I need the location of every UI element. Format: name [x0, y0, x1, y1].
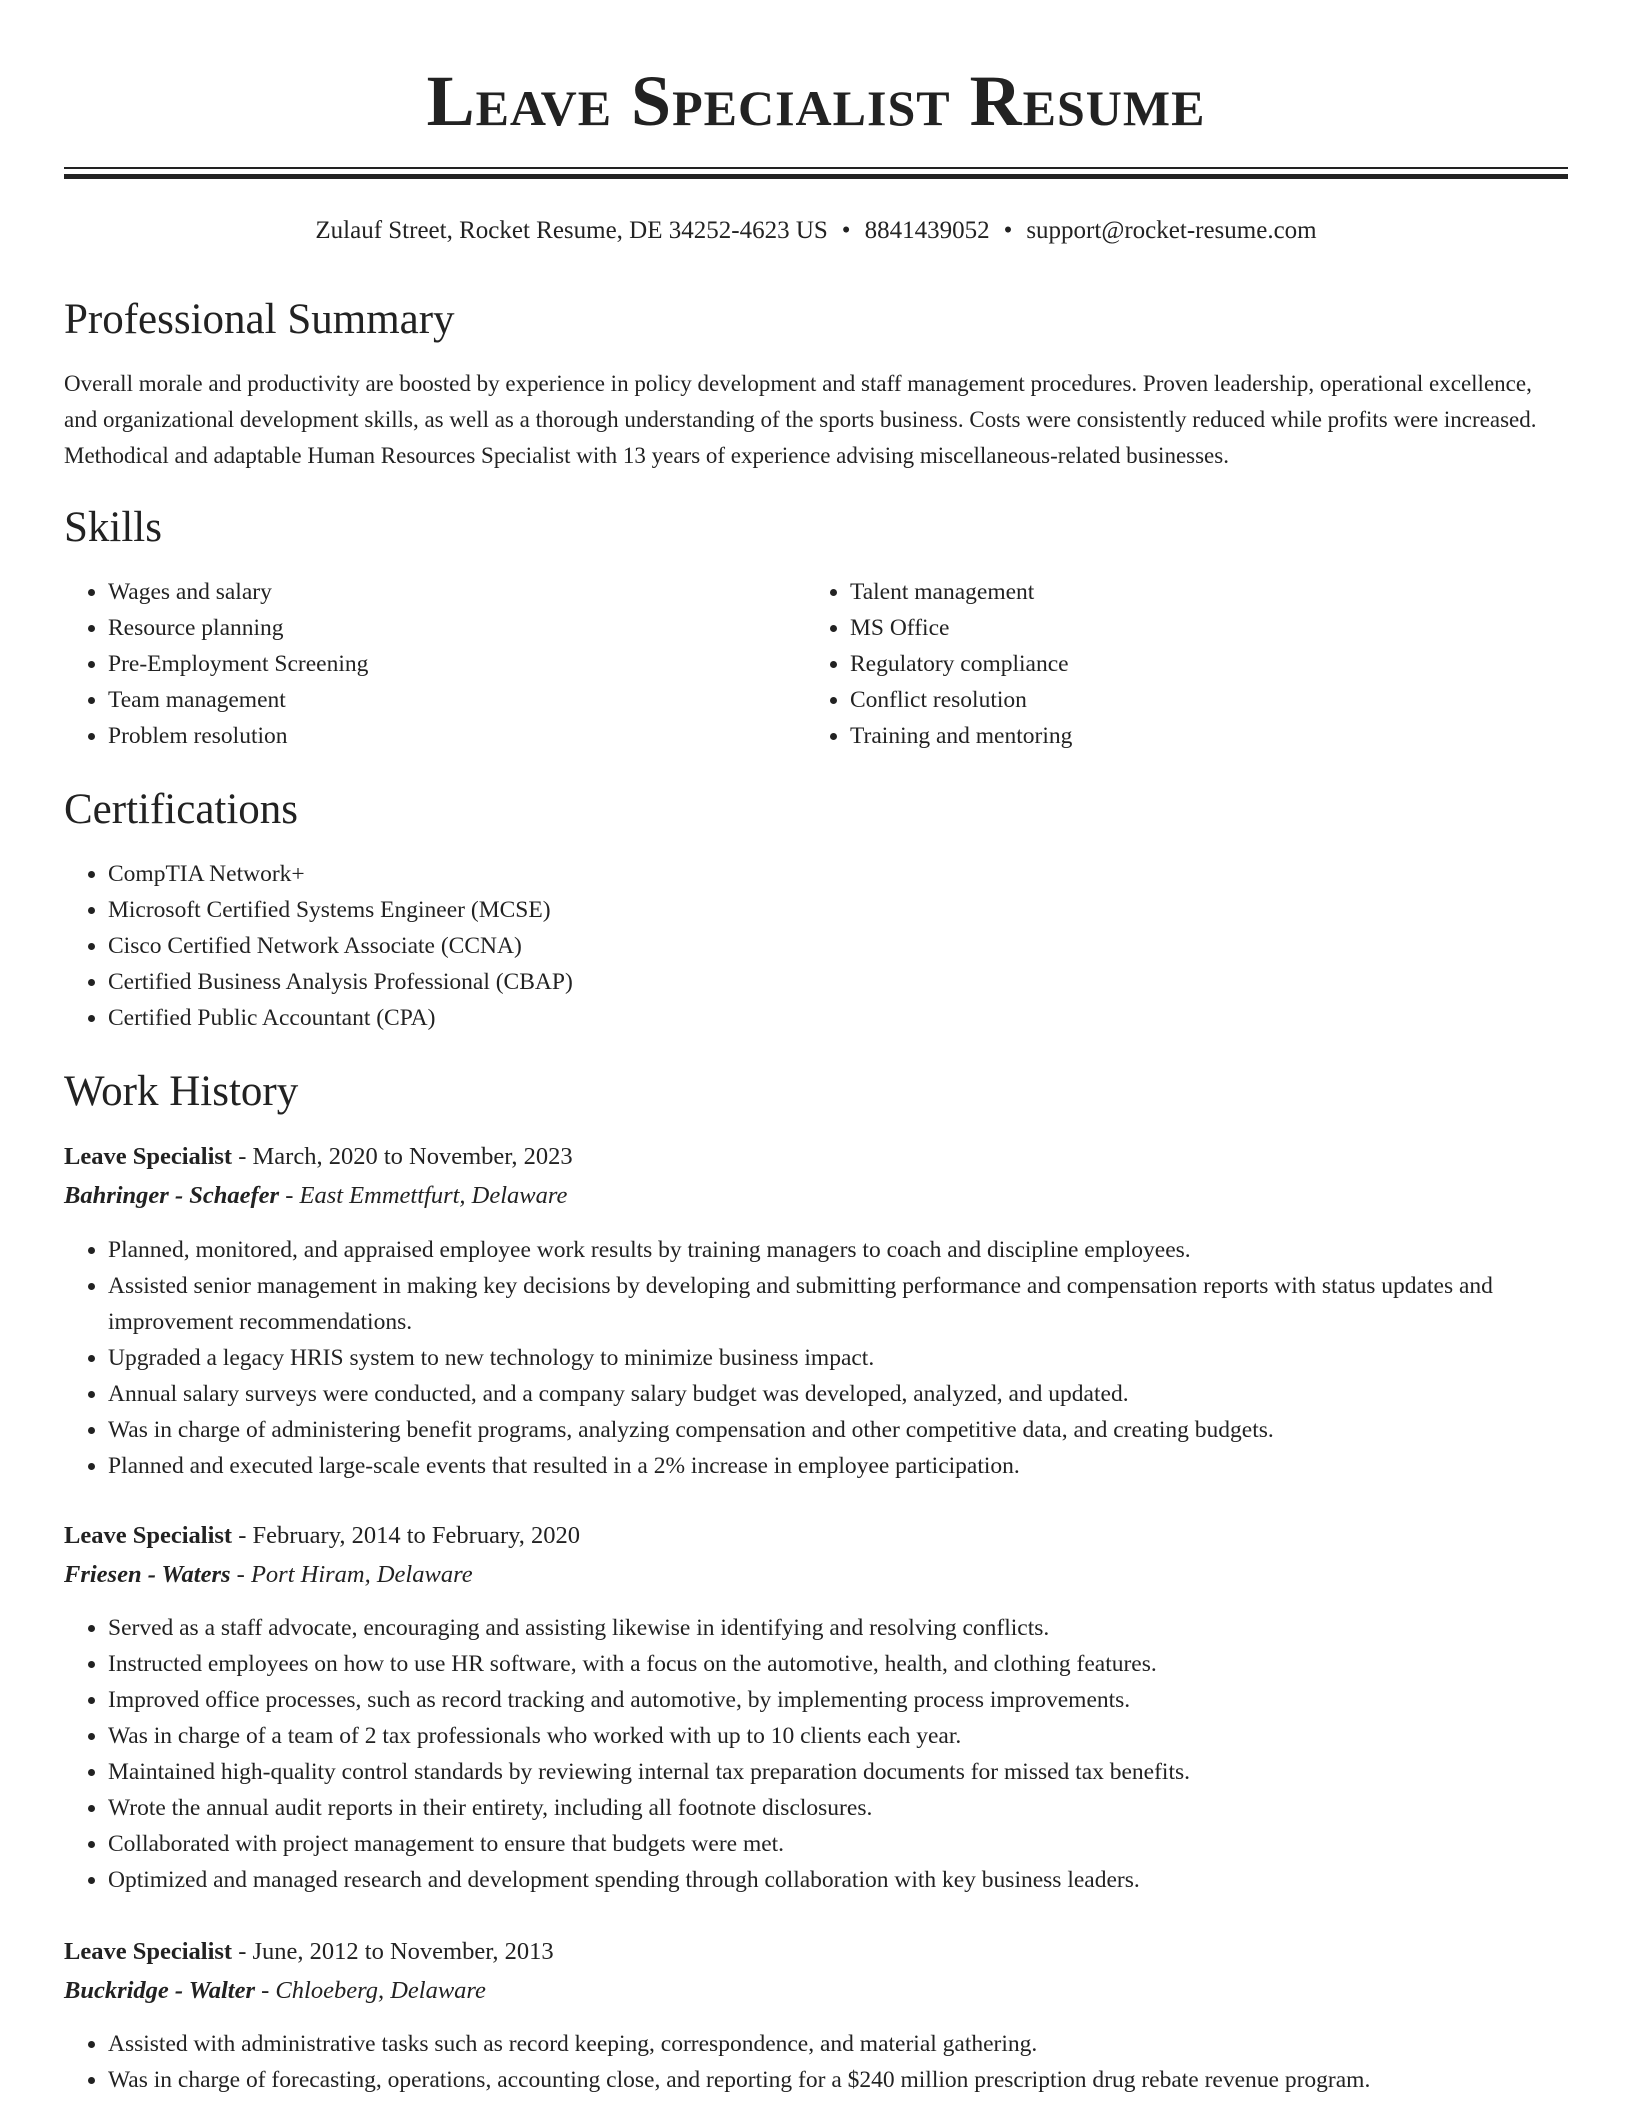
job-company-line: [64, 1974, 486, 2008]
job-title-line: [64, 1140, 573, 1174]
certification-item: • Microsoft Certified Systems Engineer (MCSE): [108, 892, 1568, 928]
job-dates: - March, 2020 to November, 2023: [232, 1143, 573, 1170]
contact-address: Zulauf Street, Rocket Resume, DE 34252-4623 US: [315, 217, 828, 244]
job-bullet: • Was in charge of forecasting, operations, accounting close, and reporting for a $240 million prescription drug rebate revenue program.: [108, 2062, 1568, 2098]
job-bullet: • Was in charge of a team of 2 tax professionals who worked with up to 10 clients each year.: [108, 1718, 1568, 1754]
work-history-heading: Work History: [64, 1068, 299, 1115]
job-bullets: [64, 1610, 1568, 1898]
job-dates: - February, 2014 to February, 2020: [232, 1522, 581, 1549]
skill-item: • MS Office: [850, 610, 1550, 646]
contact-separator: •: [1003, 217, 1013, 244]
contact-phone: 8841439052: [864, 217, 990, 244]
job-location: - Port Hiram, Delaware: [230, 1561, 473, 1588]
job-title: Leave Specialist: [64, 1143, 233, 1170]
contact-email: support@rocket-resume.com: [1026, 217, 1317, 244]
title-rule-thick: [64, 174, 1568, 179]
skill-item: • Resource planning: [108, 610, 808, 646]
skill-item: • Training and mentoring: [850, 718, 1550, 754]
job-bullet: • Assisted with administrative tasks such as record keeping, correspondence, and material gathering.: [108, 2026, 1568, 2062]
certification-item: • CompTIA Network+: [108, 856, 1568, 892]
job-company: Friesen - Waters: [64, 1561, 231, 1588]
job-title: Leave Specialist: [64, 1938, 233, 1965]
job-dates: - June, 2012 to November, 2013: [232, 1938, 554, 1965]
job-bullets: [64, 1232, 1568, 1484]
job-bullet: • Optimized and managed research and development spending through collaboration with key business leaders.: [108, 1862, 1568, 1898]
skills-heading: Skills: [64, 504, 162, 551]
job-bullet: • Assisted senior management in making key decisions by developing and submitting performance and compensation reports with status updates and improvement recommendations.: [108, 1268, 1568, 1340]
contact-separator: •: [841, 217, 851, 244]
contact-line: [64, 214, 1568, 248]
job-company: Buckridge - Walter: [64, 1977, 256, 2004]
job-location: - Chloeberg, Delaware: [255, 1977, 486, 2004]
title-rule-thin: [64, 167, 1568, 169]
skill-item: • Talent management: [850, 574, 1550, 610]
job-bullets: [64, 2026, 1568, 2098]
job-company: Bahringer - Schaefer: [64, 1182, 280, 1209]
job-company-line: [64, 1558, 473, 1592]
job-bullet: • Wrote the annual audit reports in their entirety, including all footnote disclosures.: [108, 1790, 1568, 1826]
certification-item: • Certified Public Accountant (CPA): [108, 1000, 1568, 1036]
job-title: Leave Specialist: [64, 1522, 233, 1549]
skill-item: • Regulatory compliance: [850, 646, 1550, 682]
skill-item: • Team management: [108, 682, 808, 718]
job-bullet: • Instructed employees on how to use HR software, with a focus on the automotive, health, and clothing features.: [108, 1646, 1568, 1682]
skill-item: • Conflict resolution: [850, 682, 1550, 718]
skill-item: • Wages and salary: [108, 574, 808, 610]
summary-heading: Professional Summary: [64, 296, 455, 343]
job-bullet: • Collaborated with project management to ensure that budgets were met.: [108, 1826, 1568, 1862]
job-bullet: • Was in charge of administering benefit programs, analyzing compensation and other competitive data, and creating budgets.: [108, 1412, 1568, 1448]
skill-item: • Pre-Employment Screening: [108, 646, 808, 682]
job-bullet: • Planned and executed large-scale events that resulted in a 2% increase in employee participation.: [108, 1448, 1568, 1484]
certifications-list: [64, 856, 1568, 1036]
job-company-line: [64, 1179, 567, 1213]
job-bullet: • Planned, monitored, and appraised employee work results by training managers to coach and discipline employees.: [108, 1232, 1568, 1268]
resume-title: Leave Specialist Resume: [426, 61, 1206, 141]
certifications-heading: Certifications: [64, 786, 299, 833]
certification-item: • Cisco Certified Network Associate (CCNA): [108, 928, 1568, 964]
skills-list-left: [64, 574, 808, 754]
job-bullet: • Maintained high-quality control standards by reviewing internal tax preparation documents for missed tax benefits.: [108, 1754, 1568, 1790]
job-title-line: [64, 1519, 580, 1553]
certification-item: • Certified Business Analysis Professional (CBAP): [108, 964, 1568, 1000]
skills-list-right: [806, 574, 1550, 754]
job-bullet: • Annual salary surveys were conducted, and a company salary budget was developed, analyzed, and updated.: [108, 1376, 1568, 1412]
skill-item: • Problem resolution: [108, 718, 808, 754]
job-location: - East Emmettfurt, Delaware: [279, 1182, 568, 1209]
summary-text: Overall morale and productivity are boosted by experience in policy development and staff management procedures. Proven leadership, operational excellence, and organizational development skills, as well as a thorough understanding of the sports business. Costs were consistently reduced while profits were increased. Methodical and adaptable Human Resources Specialist with 13 years of experience advising miscellaneous-related businesses.: [64, 371, 1537, 468]
job-bullet: • Improved office processes, such as record tracking and automotive, by implementing process improvements.: [108, 1682, 1568, 1718]
job-bullet: • Upgraded a legacy HRIS system to new technology to minimize business impact.: [108, 1340, 1568, 1376]
job-title-line: [64, 1935, 554, 1969]
job-bullet: • Served as a staff advocate, encouraging and assisting likewise in identifying and resolving conflicts.: [108, 1610, 1568, 1646]
